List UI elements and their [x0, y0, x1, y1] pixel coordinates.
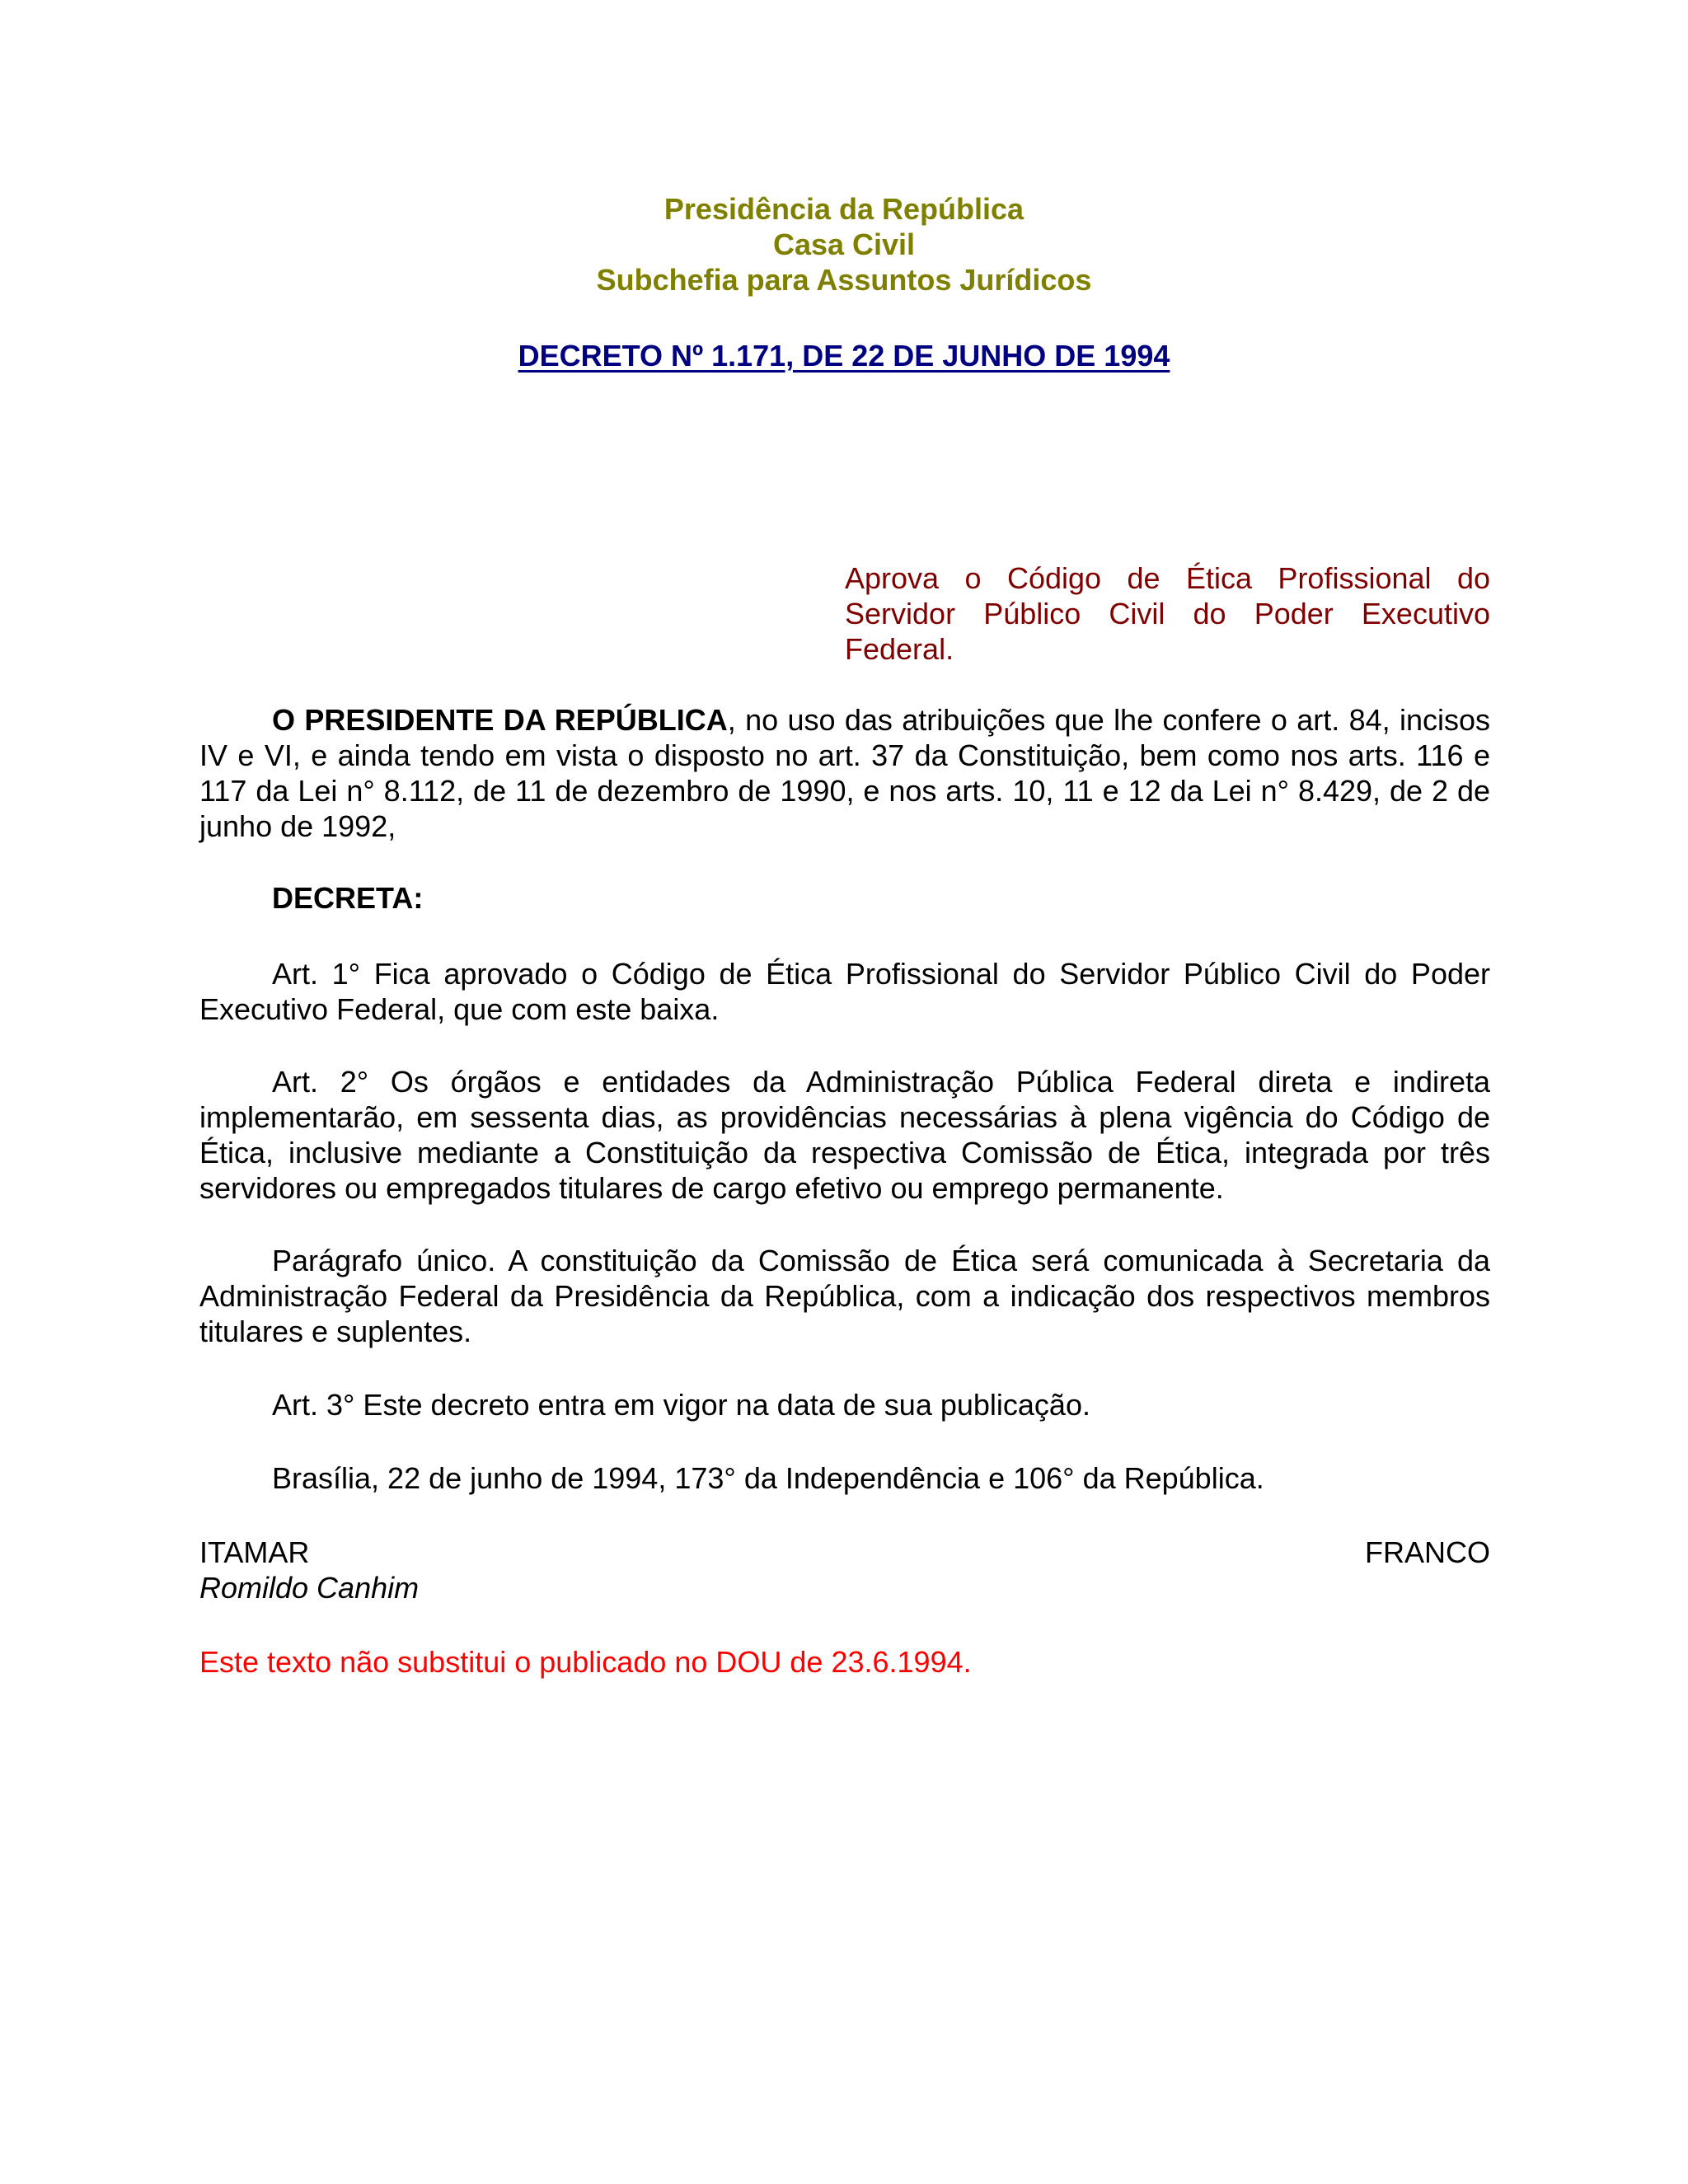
signature-row: [199, 1535, 1490, 1570]
decree-title: [0, 338, 1688, 373]
decreta-heading: DECRETA:: [272, 881, 424, 915]
paragrafo-unico: Parágrafo único. A constituição da Comissão de Ética será comunicada à Secretaria da Administração Federal da Presidência da República, com a indicação dos respectivos membros titulares e suplentes.: [199, 1244, 1490, 1348]
signature-franco: FRANCO: [1365, 1535, 1490, 1569]
closing-date: Brasília, 22 de junho de 1994, 173° da Independência e 106° da República.: [272, 1461, 1264, 1495]
preamble-paragraph: [199, 702, 1490, 844]
decree-title-link[interactable]: DECRETO Nº 1.171, DE 22 DE JUNHO DE 1994: [518, 339, 1170, 373]
signature-itamar: ITAMAR: [199, 1535, 310, 1569]
preamble-text: , no uso das atribuições que lhe confere o art. 84, incisos IV e VI, e ainda tendo em vista o disposto no art. 37 da Constituição, bem como nos arts. 116 e 117 da Lei n° 8.112, de 11 de dezembro de 1990, e nos arts. 10, 11 e 12 da Lei n° 8.429, de 2 de junho de 1992,: [199, 703, 1491, 843]
ementa: Aprova o Código de Ética Profissional do Servidor Público Civil do Poder Executivo Federal.: [845, 561, 1490, 666]
header-casa-civil: Casa Civil: [772, 227, 916, 261]
article-3: Art. 3° Este decreto entra em vigor na data de sua publicação.: [272, 1388, 1090, 1422]
header-subchefia: Subchefia para Assuntos Jurídicos: [596, 263, 1092, 297]
signature-minister: Romildo Canhim: [199, 1571, 420, 1605]
document-header: [0, 191, 1688, 298]
header-presidencia: Presidência da República: [663, 192, 1025, 226]
article-1: Art. 1° Fica aprovado o Código de Ética Profissional do Servidor Público Civil do Poder Executivo Federal, que com este baixa.: [199, 957, 1490, 1026]
dou-notice: Este texto não substitui o publicado no DOU de 23.6.1994.: [199, 1645, 972, 1679]
article-2: Art. 2° Os órgãos e entidades da Administração Pública Federal direta e indireta implementarão, em sessenta dias, as providências necessárias à plena vigência do Código de Ética, inclusive mediante a Constituição da respectiva Comissão de Ética, integrada por três servidores ou empregados titulares de cargo efetivo ou emprego permanente.: [199, 1065, 1490, 1205]
preamble-lead: O PRESIDENTE DA REPÚBLICA: [272, 703, 728, 737]
